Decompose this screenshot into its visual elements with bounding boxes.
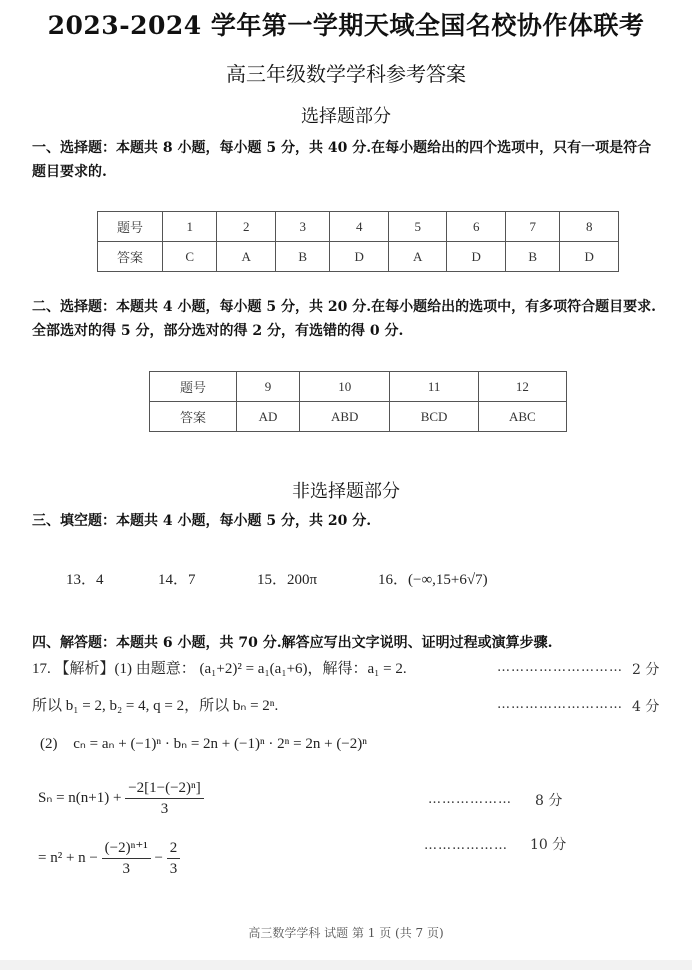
table-cell: 12 xyxy=(478,372,566,402)
table-cell: 10 xyxy=(299,372,390,402)
table-cell: 6 xyxy=(447,212,506,242)
solution-math: (a₁+2)² = a₁(a₁+6)，解得：a₁ = 2. xyxy=(199,661,407,677)
table-cell: 题号 xyxy=(98,212,163,242)
fill-number: 15． xyxy=(257,572,288,588)
instruction-rest: 在每小题给出的选项中，有多项符合题目要求.全部选对的得 5 分，部分选对的得 2 分，有选错的得 0 分. xyxy=(32,299,656,339)
bottom-strip xyxy=(0,960,692,970)
table-row xyxy=(98,242,619,272)
solution-17-line-2: 所以 b₁ = 2, b₂ = 4, q = 2，所以 bₙ = 2ⁿ. xyxy=(32,698,279,714)
score-points: 4 分 xyxy=(632,699,660,715)
table-cell: C xyxy=(163,242,217,272)
solution-17-line-1 xyxy=(32,657,407,678)
page-title: 2023-2024 学年第一学期天域全国名校协作体联考 xyxy=(47,11,645,40)
solution-math: Sₙ = n(n+1) + xyxy=(38,789,122,806)
solution-math: − xyxy=(154,849,163,866)
page-footer: 高三数学学科 试题 第 1 页 (共 7 页) xyxy=(248,926,444,940)
fraction-numerator: (−2)ⁿ⁺¹ xyxy=(102,838,151,859)
fraction xyxy=(125,778,204,819)
table-cell: 8 xyxy=(560,212,619,242)
table-cell: 11 xyxy=(390,372,478,402)
fill-answer-16 xyxy=(378,568,488,589)
fraction-numerator: −2[1−(−2)ⁿ] xyxy=(125,778,204,799)
fill-value: 7 xyxy=(188,572,196,588)
score-points: 10 分 xyxy=(530,837,567,853)
table-cell: AD xyxy=(237,402,300,432)
question-2-instructions xyxy=(32,295,660,343)
fill-value: 200π xyxy=(287,572,318,588)
table-cell: A xyxy=(217,242,276,272)
table-cell: D xyxy=(330,242,389,272)
fill-answer-15 xyxy=(257,568,317,589)
fraction-numerator: 2 xyxy=(167,838,181,859)
fill-value: 4 xyxy=(96,572,104,588)
answer-table-1 xyxy=(97,211,619,272)
leader-dots: ……………………… xyxy=(497,697,623,712)
fill-value: (−∞,15+6√7) xyxy=(408,572,488,588)
table-cell: 题号 xyxy=(150,372,237,402)
table-row xyxy=(150,372,567,402)
solution-label: (2) xyxy=(40,736,58,752)
table-cell: 7 xyxy=(506,212,560,242)
table-cell: 3 xyxy=(275,212,329,242)
solution-math: = n² + n − xyxy=(38,849,98,866)
fraction xyxy=(102,838,151,879)
fraction-denominator: 3 xyxy=(169,861,178,877)
table-cell: A xyxy=(388,242,447,272)
table-cell: 1 xyxy=(163,212,217,242)
fill-answer-13 xyxy=(66,568,104,589)
table-cell: ABD xyxy=(299,402,390,432)
solution-math: cₙ = aₙ + (−1)ⁿ · bₙ = 2n + (−1)ⁿ · 2ⁿ = 2n + (−2)ⁿ xyxy=(73,736,367,752)
score-points: 8 分 xyxy=(535,793,563,809)
leader-dots: ……………… xyxy=(428,792,512,807)
table-row xyxy=(98,212,619,242)
fill-number: 13． xyxy=(66,572,97,588)
solution-17-line-5 xyxy=(38,838,180,879)
solution-label: 17. 【解析】(1) 由题意： xyxy=(32,661,196,677)
solution-17-line-3 xyxy=(40,734,367,753)
table-cell: 9 xyxy=(237,372,300,402)
leader-dots: ……………………… xyxy=(497,660,623,675)
question-1-instructions xyxy=(32,136,660,184)
fill-number: 16． xyxy=(378,572,409,588)
table-row xyxy=(150,402,567,432)
table-cell: B xyxy=(506,242,560,272)
table-cell: D xyxy=(560,242,619,272)
answer-table-2 xyxy=(149,371,567,432)
instruction-rest: 在每小题给出的四个选项中，只有一项是符合题目要求的. xyxy=(32,140,652,180)
fill-number: 14． xyxy=(158,572,189,588)
table-cell: 2 xyxy=(217,212,276,242)
page-subtitle: 高三年级数学学科参考答案 xyxy=(226,62,466,86)
leader-dots: ……………… xyxy=(424,838,508,853)
table-cell: 答案 xyxy=(150,402,237,432)
fill-answer-14 xyxy=(158,568,196,589)
table-cell: ABC xyxy=(478,402,566,432)
table-cell: B xyxy=(275,242,329,272)
table-cell: D xyxy=(447,242,506,272)
question-3-instructions: 三、填空题：本题共 4 小题，每小题 5 分，共 20 分. xyxy=(32,513,372,529)
table-cell: 答案 xyxy=(98,242,163,272)
solution-17-line-4 xyxy=(38,778,204,819)
section-heading-choice: 选择题部分 xyxy=(301,106,391,127)
fraction-denominator: 3 xyxy=(122,861,130,877)
table-cell: 4 xyxy=(330,212,389,242)
table-cell: BCD xyxy=(390,402,478,432)
fraction xyxy=(167,838,181,879)
instruction-bold: 二、选择题：本题共 4 小题，每小题 5 分，共 20 分. xyxy=(32,299,372,315)
fraction-denominator: 3 xyxy=(160,801,169,817)
table-cell: 5 xyxy=(388,212,447,242)
section-heading-nonchoice: 非选择题部分 xyxy=(292,481,400,502)
instruction-bold: 一、选择题：本题共 8 小题，每小题 5 分，共 40 分. xyxy=(32,140,372,156)
score-points: 2 分 xyxy=(632,662,660,678)
question-4-instructions: 四、解答题：本题共 6 小题，共 70 分.解答应写出文字说明、证明过程或演算步骤. xyxy=(32,635,553,651)
